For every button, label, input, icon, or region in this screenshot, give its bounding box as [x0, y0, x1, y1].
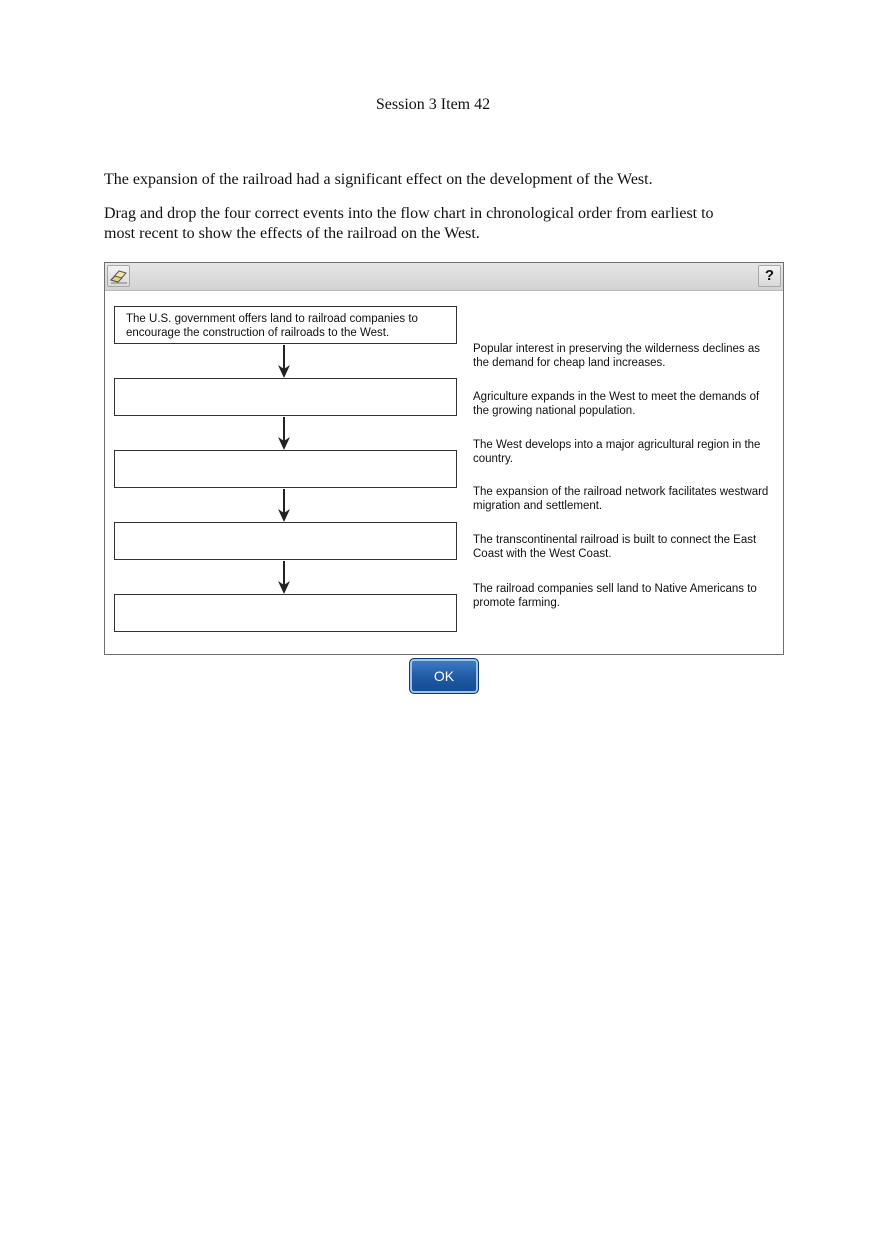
flowchart-drop-target-1[interactable] — [114, 378, 457, 416]
item-toolbar — [105, 263, 783, 291]
draggable-choice-6[interactable]: The railroad companies sell land to Native Americans to promote farming. — [473, 583, 757, 609]
help-button[interactable]: ? — [758, 265, 781, 287]
ok-button[interactable]: OK — [409, 658, 479, 694]
flowchart-drop-target-2[interactable] — [114, 450, 457, 488]
flowchart-drop-target-3[interactable] — [114, 522, 457, 560]
flow-arrow-2 — [277, 417, 291, 450]
draggable-choice-3[interactable]: The West develops into a major agricultural region in the country. — [473, 439, 761, 465]
eraser-icon — [110, 268, 128, 284]
session-item-header: Session 3 Item 42 — [375, 96, 491, 113]
eraser-button[interactable] — [107, 265, 130, 287]
question-intro: The expansion of the railroad had a significant effect on the development of the West. — [104, 171, 653, 188]
flow-arrow-3 — [277, 489, 291, 522]
draggable-choice-1[interactable]: Popular interest in preserving the wilderness declines as the demand for cheap land increases. — [473, 343, 761, 369]
draggable-choice-5[interactable]: The transcontinental railroad is built to connect the East Coast with the West Coast. — [473, 534, 757, 560]
flowchart-box-1: The U.S. government offers land to railroad companies to encourage the construction of railroads to the West. — [114, 306, 457, 344]
flowchart-drop-target-4[interactable] — [114, 594, 457, 632]
flow-arrow-4 — [277, 561, 291, 594]
draggable-choice-4[interactable]: The expansion of the railroad network facilitates westward migration and settlement. — [473, 486, 769, 512]
flow-arrow-1 — [277, 345, 291, 378]
question-instructions: Drag and drop the four correct events into the flow chart in chronological order from earliest to most recent to show the effects of the railroad on the West. — [104, 205, 714, 242]
drag-drop-item-panel — [104, 262, 784, 655]
draggable-choice-2[interactable]: Agriculture expands in the West to meet the demands of the growing national population. — [473, 391, 760, 417]
